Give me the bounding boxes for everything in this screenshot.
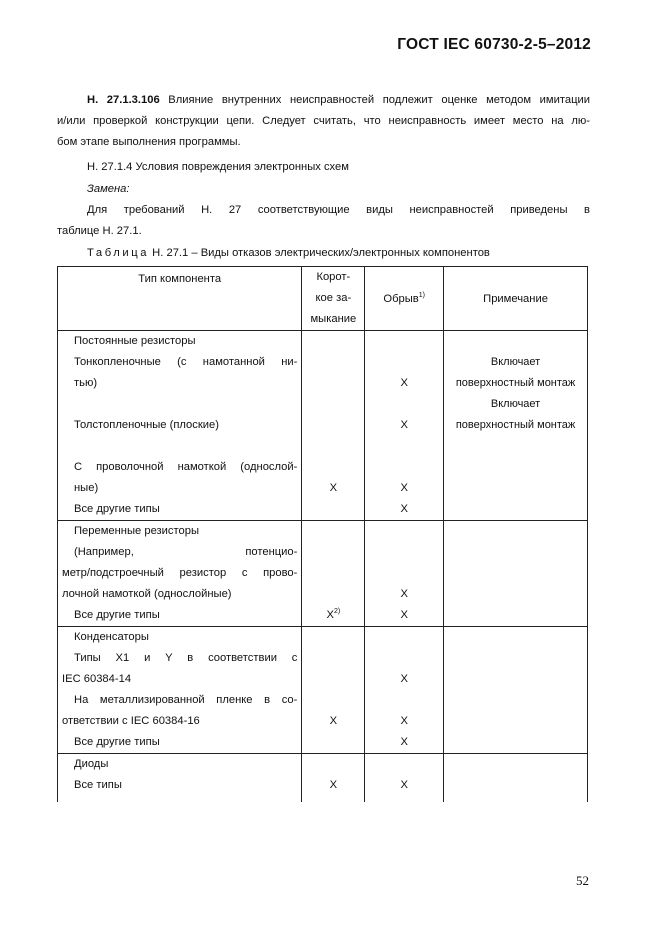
component-label: Все другие типы	[58, 499, 302, 521]
table-row	[58, 394, 588, 415]
component-label: лочной намоткой (однослойные)	[58, 584, 302, 605]
table-caption-label: Таблица	[87, 247, 150, 259]
paragraph-line: и/или проверкой конструкции цепи. Следует считать, что неисправность имеет место на лю-	[57, 115, 590, 127]
table-row	[58, 711, 588, 732]
component-label: На металлизированной пленке в со-	[58, 690, 302, 711]
group-title: Постоянные резисторы	[58, 331, 302, 353]
table-row	[58, 478, 588, 499]
document-code: ГОСТ IEC 60730-2-5–2012	[397, 36, 591, 53]
table-row	[58, 415, 588, 436]
open-circuit-mark: X	[365, 499, 444, 521]
section-heading: Н. 27.1.4 Условия повреждения электронных схем	[87, 161, 349, 173]
note-cell: поверхностный монтаж	[444, 415, 588, 436]
paragraph-27-1-3-106	[57, 90, 590, 111]
component-label: С проволочной намоткой (однослой-	[58, 457, 302, 478]
component-label: IEC 60384-14	[58, 669, 302, 690]
open-circuit-mark: X	[365, 478, 444, 499]
open-circuit-mark: X	[365, 711, 444, 732]
table-row	[58, 436, 588, 457]
group-title: Переменные резисторы	[58, 521, 302, 543]
replacement-label: Замена:	[87, 183, 130, 195]
component-label: Тонкопленочные (с намотанной ни-	[58, 352, 302, 373]
table-row	[58, 352, 588, 373]
failure-modes-table	[57, 266, 588, 802]
table-row	[58, 669, 588, 690]
open-circuit-mark: X	[365, 669, 444, 690]
component-label: ные)	[58, 478, 302, 499]
table-row	[58, 457, 588, 478]
component-label: метр/подстроечный резистор с прово-	[58, 563, 302, 584]
component-label: Все типы	[58, 775, 302, 796]
note-cell: поверхностный монтаж	[444, 373, 588, 394]
header-open-circuit	[365, 267, 444, 331]
note-cell: Включает	[444, 394, 588, 415]
table-row	[58, 521, 588, 543]
component-label: Все другие типы	[58, 732, 302, 754]
short-circuit-mark: X	[302, 711, 365, 732]
table-row	[58, 754, 588, 776]
open-circuit-mark: X	[365, 584, 444, 605]
short-circuit-mark: X	[302, 478, 365, 499]
table-header-row	[58, 267, 588, 331]
paragraph-line: Влияние внутренних неисправностей подлежит оценке методом имитации	[159, 94, 590, 106]
table-row	[58, 690, 588, 711]
component-label-part: потенцио-	[245, 546, 298, 558]
table-row	[58, 373, 588, 394]
requirements-paragraph: Для требований Н. 27 соответствующие виды неисправностей приведены в	[87, 204, 590, 216]
note-cell: Включает	[444, 352, 588, 373]
component-label: Все другие типы	[58, 605, 302, 627]
table-caption-text: Н. 27.1 – Виды отказов электрических/электронных компонентов	[149, 247, 490, 259]
table-row	[58, 584, 588, 605]
component-label	[58, 542, 302, 563]
paragraph-line: таблице Н. 27.1.	[57, 225, 142, 237]
short-circuit-mark: X	[302, 775, 365, 796]
open-circuit-mark: X	[365, 415, 444, 436]
group-title: Диоды	[58, 754, 302, 776]
table-row	[58, 648, 588, 669]
table-row	[58, 627, 588, 649]
table-row	[58, 732, 588, 754]
table-row	[58, 775, 588, 796]
table-caption	[57, 243, 590, 264]
group-title: Конденсаторы	[58, 627, 302, 649]
header-short-circuit	[302, 267, 365, 331]
header-text: Корот-	[316, 271, 351, 283]
header-component-type: Тип компонента	[58, 267, 302, 331]
header-text: мыкание	[310, 313, 357, 325]
open-circuit-mark: X	[365, 732, 444, 754]
table-row	[58, 499, 588, 521]
component-label: Толстопленочные (плоские)	[58, 415, 302, 436]
page-number: 52	[576, 873, 589, 888]
component-label: Типы X1 и Y в соответствии с	[58, 648, 302, 669]
header-text: кое за-	[315, 292, 352, 304]
component-label: ответствии с IEC 60384-16	[58, 711, 302, 732]
split-line	[74, 542, 297, 563]
header-text: Обрыв	[383, 292, 419, 305]
table-row	[58, 331, 588, 353]
footnote-mark: 1)	[418, 291, 425, 299]
mark-text: X	[326, 609, 334, 621]
table-row	[58, 796, 588, 802]
table-row	[58, 542, 588, 563]
component-label-part: (Например,	[74, 546, 134, 558]
open-circuit-mark: X	[365, 373, 444, 394]
table-row	[58, 605, 588, 627]
table-row	[58, 563, 588, 584]
header-note: Примечание	[444, 267, 588, 331]
open-circuit-mark: X	[365, 605, 444, 627]
short-circuit-mark	[302, 605, 365, 627]
paragraph-line: бом этапе выполнения программы.	[57, 136, 241, 148]
footnote-mark: 2)	[333, 608, 341, 615]
open-circuit-mark: X	[365, 775, 444, 796]
clause-number: Н. 27.1.3.106	[87, 94, 160, 106]
component-label: тью)	[58, 373, 302, 394]
